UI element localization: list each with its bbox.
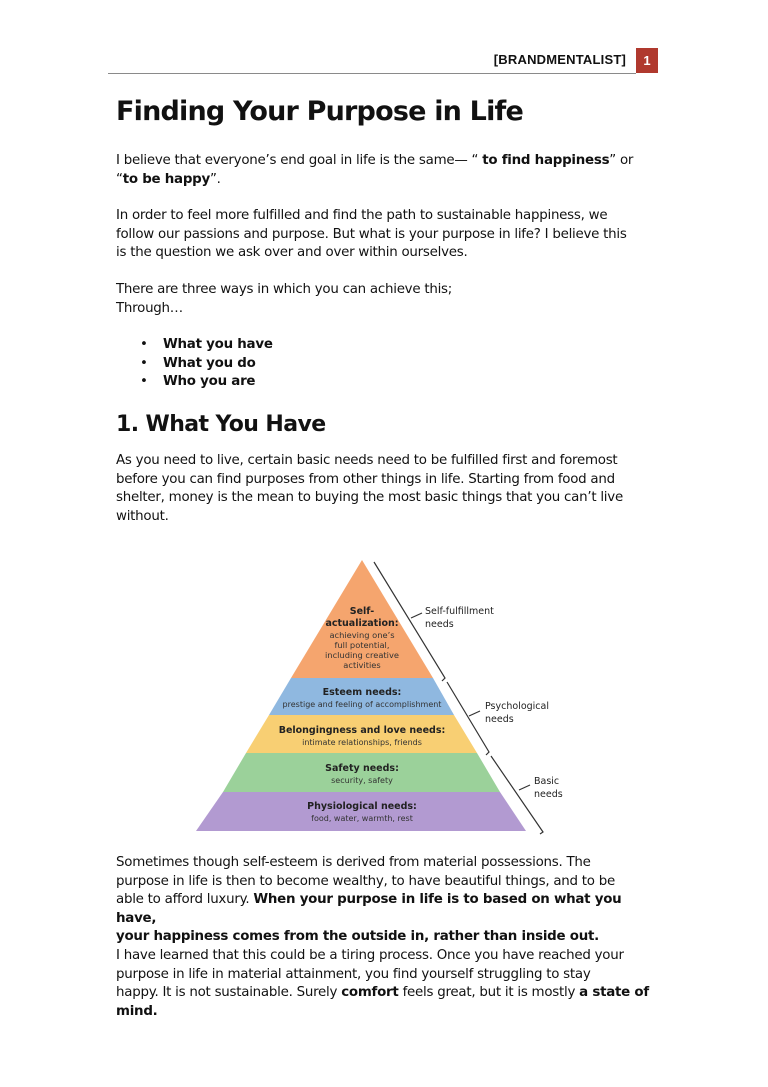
- list-item: • Who you are: [140, 374, 256, 390]
- group-basic-1: Basic: [534, 776, 560, 787]
- header-divider: [108, 73, 636, 74]
- section-heading-what-you-have: 1. What You Have: [116, 411, 326, 437]
- section1-continued: [116, 854, 656, 1021]
- ways-list: [116, 336, 656, 392]
- maslow-pyramid-svg: [196, 556, 576, 836]
- page-title: Finding Your Purpose in Life: [116, 96, 523, 127]
- safety-title: Safety needs:: [325, 763, 399, 774]
- group-self-fulfillment-2: needs: [425, 619, 454, 630]
- intro-paragraph-2: In order to feel more fulfilled and find the path to sustainable happiness, we follow our passions and purpose. But what is your purpose in life? I believe this is the question we ask over and over within ourselves.: [116, 208, 627, 261]
- intro-paragraph-1: I believe that everyone’s end goal in life is the same— “ to find happiness” or “to be happy”.: [116, 153, 634, 187]
- self-desc-4: activities: [343, 660, 381, 670]
- self-title-1: Self-: [349, 606, 375, 617]
- maslow-pyramid-figure: [196, 556, 576, 836]
- page-number-badge: 1: [636, 48, 658, 73]
- group-self-fulfillment-1: Self-fulfillment: [425, 606, 494, 617]
- esteem-desc: prestige and feeling of accomplishment: [282, 700, 442, 709]
- belong-title: Belongingness and love needs:: [278, 725, 446, 736]
- connector-psychological: [469, 711, 480, 716]
- section1-paragraph-2: Sometimes though self-esteem is derived from material possessions. The purpose in life is then to become wealthy, to have beautiful things, and to be able to afford luxury. When your purpose in life is to based on what you have, your happiness comes from the outside in, rather than inside out. I have learned that this could be a tiring process. Once you have reached your purpose in life in material attainment, you find yourself struggling to stay happy. It is not sustainable. Surely comfort feels great, but it is mostly a state of mind.: [116, 855, 649, 1019]
- safety-desc: security, safety: [331, 776, 393, 785]
- list-item: • What you have: [140, 337, 273, 353]
- belong-desc: intimate relationships, friends: [302, 738, 422, 747]
- brand-label: [BRANDMENTALIST]: [493, 52, 626, 67]
- physio-title: Physiological needs:: [307, 801, 417, 812]
- self-desc-2: full potential,: [334, 640, 390, 650]
- page-header: [108, 48, 660, 74]
- section1-paragraph: As you need to live, certain basic needs need to be fulfilled first and foremost before you can find purposes from other things in life. Starting from food and shelter, money is the mean to buying the most basic things that you can’t live without.: [116, 452, 623, 524]
- group-basic-2: needs: [534, 789, 563, 800]
- intro-paragraph-3: There are three ways in which you can achieve this; Through…: [116, 281, 453, 316]
- group-psychological-1: Psychological: [485, 701, 549, 712]
- self-desc-3: including creative: [325, 650, 399, 660]
- self-desc-1: achieving one’s: [329, 630, 395, 640]
- list-item: • What you do: [140, 355, 256, 371]
- main-content: [116, 92, 656, 526]
- connector-self-fulfillment: [411, 613, 422, 618]
- esteem-title: Esteem needs:: [322, 687, 402, 698]
- connector-basic: [519, 785, 530, 790]
- self-title-2: actualization:: [325, 618, 399, 629]
- physio-desc: food, water, warmth, rest: [311, 814, 413, 823]
- group-psychological-2: needs: [485, 714, 514, 725]
